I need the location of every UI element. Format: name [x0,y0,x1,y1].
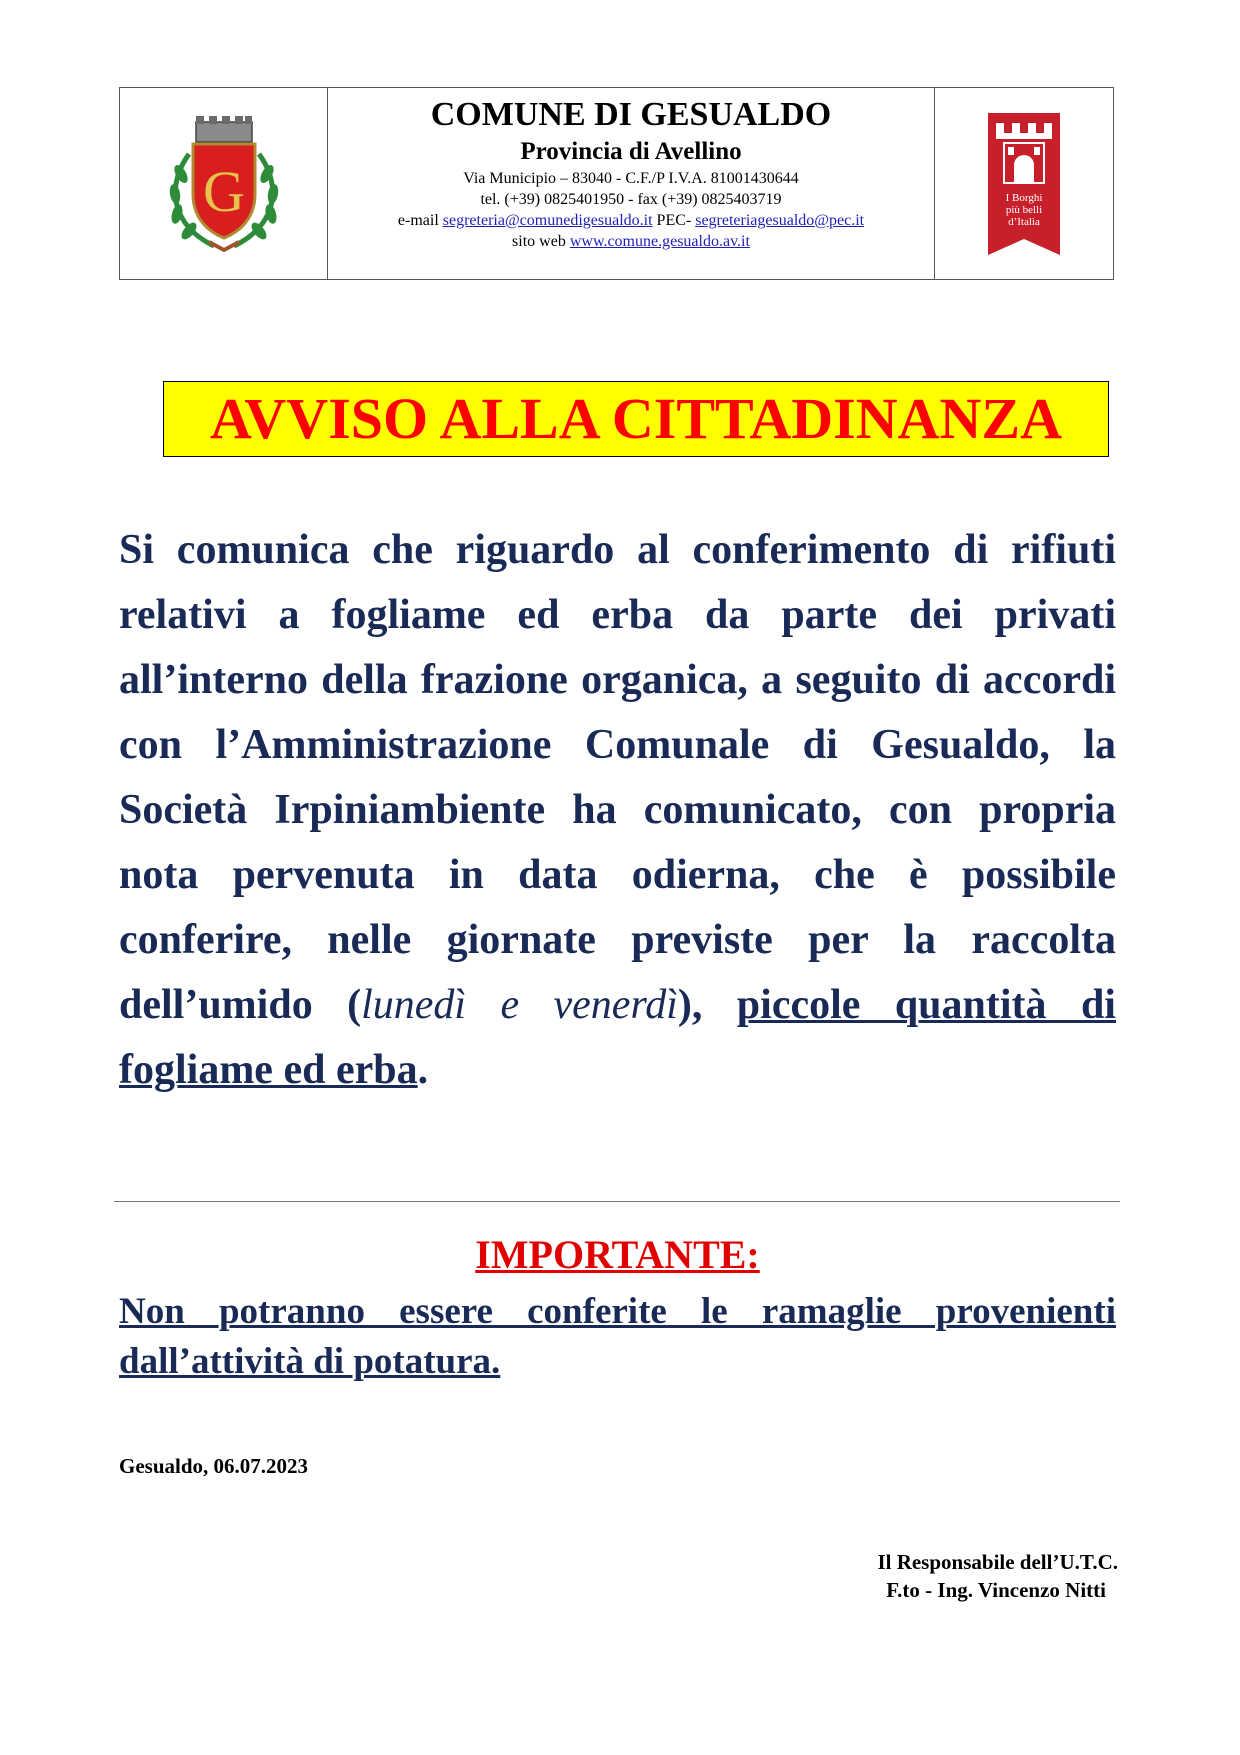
email-link[interactable]: segreteria@comunedigesualdo.it [442,212,653,229]
important-text: Non potranno essere conferite le ramaglie provenienti dall’attività di potatura. [119,1291,1116,1382]
notice-body [119,518,1116,1103]
important-label: IMPORTANTE: [475,1232,760,1277]
signature-name: F.to - Ing. Vincenzo Nitti [886,1578,1106,1602]
borghi-logo [988,113,1060,255]
notice-title: AVVISO ALLA CITTADINANZA [210,386,1062,451]
borghi-logo-cell [935,88,1113,279]
pec-link[interactable]: segreteriagesualdo@pec.it [695,212,865,229]
signature-block [877,1548,1118,1604]
collection-days: lunedì e venerdì [361,982,678,1028]
web-link[interactable]: www.comune.gesualdo.av.it [569,233,750,250]
org-web-line [328,231,934,252]
body-highlight: piccole quantità di fogliame ed erba [119,982,1116,1093]
section-divider [114,1201,1120,1202]
org-email-line [328,210,934,231]
signature-role: Il Responsabile dell’U.T.C. [877,1550,1118,1574]
letterhead [119,87,1114,280]
coat-of-arms-cell [120,88,328,279]
org-phone: tel. (+39) 0825401950 - fax (+39) 0825403719 [480,191,782,208]
body-part-1: Si comunica che riguardo al conferimento di rifiuti relativi a fogliame ed erba da parte dei privati all’interno della frazione organica, a seguito di accordi con l’Amministrazione Comunale di Gesualdo, la Società Irpiniambiente ha comunicato, con propria nota pervenuta in data odierna, che è possibile conferire, nelle giornate previste per la raccolta dell’umido ( [119,527,1116,1028]
body-end: . [417,1047,429,1093]
borghi-line-2: più belli [1005,203,1043,216]
pec-prefix: PEC- [656,212,692,229]
document-date: Gesualdo, 06.07.2023 [119,1454,309,1478]
borghi-line-1: I Borghi [1005,191,1043,204]
shield-letter: G [202,158,245,224]
coat-of-arms-logo [159,114,289,254]
borghi-line-3: d’Italia [1008,215,1040,228]
email-prefix: e-mail [397,212,439,229]
letterhead-info [328,88,935,279]
org-province: Provincia di Avellino [520,138,742,165]
org-name: COMUNE DI GESUALDO [430,96,832,133]
web-prefix: sito web [512,233,566,250]
body-part-2: ), [677,982,737,1028]
org-address: Via Municipio – 83040 - C.F./P I.V.A. 81001430644 [463,170,799,187]
notice-title-box [163,381,1109,457]
